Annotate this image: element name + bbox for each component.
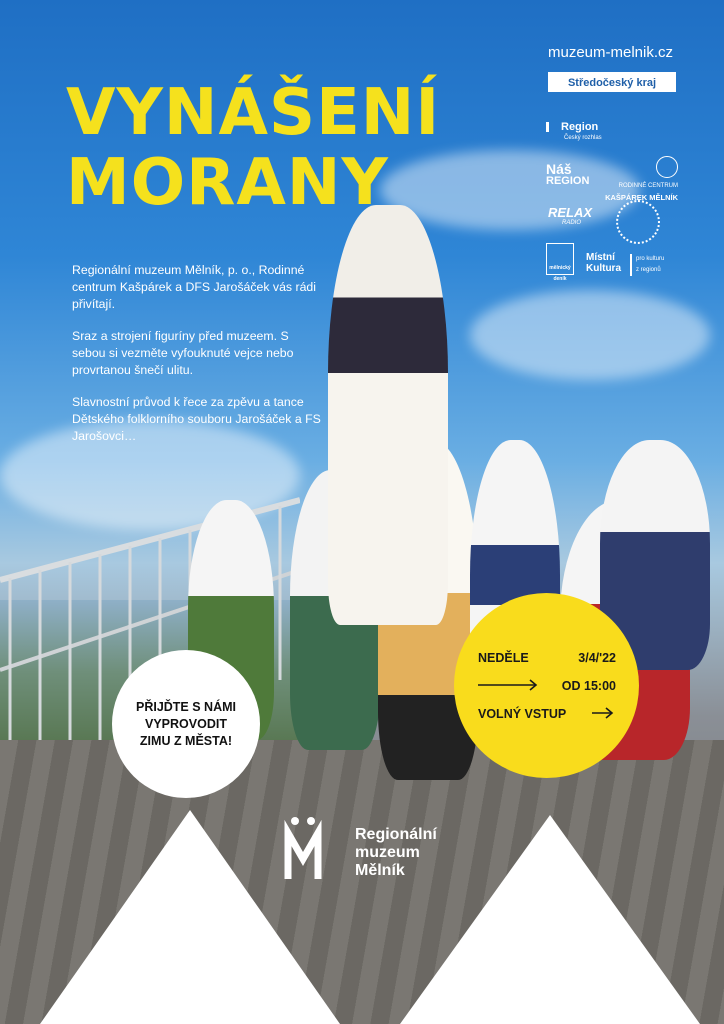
region-logo — [546, 122, 602, 144]
museum-name-line-3: Mělník — [355, 862, 405, 879]
relax-text: RELAX — [548, 205, 593, 220]
mistni-kultura-logo — [586, 252, 621, 274]
nas-region-line-1: Náš — [546, 161, 572, 177]
region-badge: Středočeský kraj — [548, 72, 676, 92]
event-date-row — [478, 651, 616, 665]
museum-logo-icon — [282, 815, 342, 885]
arrow-right-icon — [478, 680, 540, 694]
intro-text — [72, 262, 322, 460]
event-date: 3/4/'22 — [578, 651, 616, 665]
melnicky-denik-text: mělnický deník — [549, 265, 571, 282]
mistni-sub-2: z regionů — [636, 267, 661, 273]
intro-paragraph-2: Sraz a strojení figuríny před muzeem. S sebou si vezměte vyfouknuté vejce nebo provrtanou šnečí ulitu. — [72, 329, 294, 377]
event-entry-row — [478, 707, 616, 721]
website-link[interactable]: muzeum-melnik.cz — [548, 44, 674, 61]
relax-radio-logo — [548, 207, 592, 229]
invite-circle — [112, 650, 260, 798]
title-line-1: VYNÁŠENÍ — [66, 76, 441, 150]
mistni-kultura-sub — [630, 254, 664, 276]
melnicky-denik-logo — [546, 243, 574, 282]
arrow-right-icon — [592, 707, 616, 722]
invite-line-2: VYPROVODIT — [145, 716, 227, 731]
museum-name-line-1: Regionální — [355, 826, 437, 843]
event-entry: VOLNÝ VSTUP — [478, 707, 567, 721]
title-line-2: MORANY — [66, 146, 389, 220]
seal-icon — [616, 200, 660, 244]
region-logo-sub: Český rozhlas — [564, 135, 602, 141]
event-time: OD 15:00 — [561, 679, 616, 693]
museum-name — [355, 826, 437, 880]
page-title — [66, 78, 440, 218]
invite-line-3: ZIMU Z MĚSTA! — [139, 733, 233, 748]
intro-paragraph-3: Slavnostní průvod k řece za zpěvu a tance Dětského folklorního souboru Jarošáček a FS Jarošovci… — [72, 395, 321, 443]
museum-name-line-2: muzeum — [355, 844, 420, 861]
region-icon — [546, 122, 557, 132]
morana-effigy — [328, 205, 448, 625]
mistni-sub-1: pro kulturu — [636, 256, 665, 262]
intro-paragraph-1: Regionální muzeum Mělník, p. o., Rodinné centrum Kašpárek a DFS Jarošáček vás rádi přivítají. — [72, 263, 316, 311]
invite-line-1: PŘIJĎTE S NÁMI — [135, 699, 236, 714]
event-time-row — [478, 679, 616, 694]
event-day: NEDĚLE — [478, 651, 529, 665]
nas-region-line-2: REGION — [546, 175, 590, 187]
mistni-line-1: Místní — [586, 252, 615, 263]
kasparek-icon — [656, 156, 678, 178]
nas-region-logo — [546, 162, 589, 187]
relax-sub: RADIO — [562, 220, 582, 226]
mistni-line-2: Kultura — [586, 263, 621, 274]
mountain-shape-right — [400, 815, 700, 1024]
event-info-circle — [454, 593, 639, 778]
cloud — [470, 290, 710, 380]
kasparek-line-2: KAŠPÁREK MĚLNÍK — [605, 193, 678, 202]
kasparek-logo — [600, 156, 678, 203]
region-logo-text: Region — [561, 121, 599, 133]
kasparek-line-1: RODINNÉ CENTRUM — [618, 183, 678, 189]
